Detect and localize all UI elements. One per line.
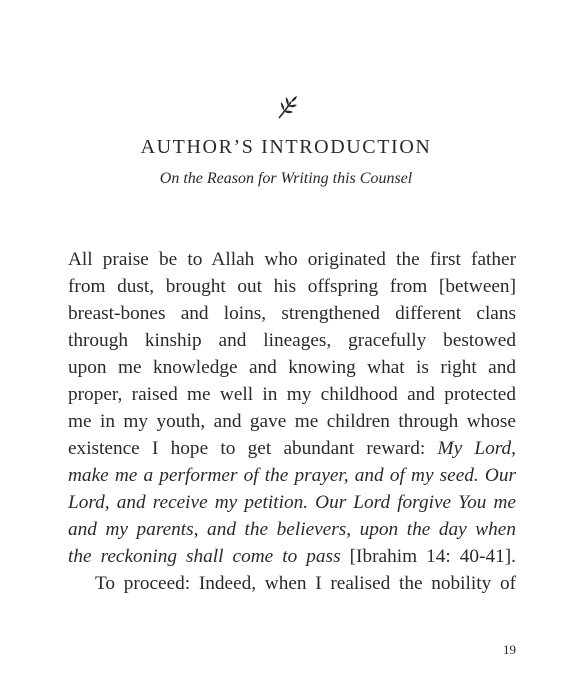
text-segment: existence I hope to get abundant reward: xyxy=(68,438,438,459)
quran-quote-segment: the reckoning shall come to pass xyxy=(68,546,341,567)
text-line: upon me knowledge and knowing what is right and xyxy=(68,357,516,378)
quran-quote-line: and my parents, and the believers, upon the day when xyxy=(68,519,516,540)
text-line xyxy=(68,543,516,570)
leaf-sprig-icon xyxy=(276,96,298,120)
text-line: me in my youth, and gave me children through whose xyxy=(68,411,516,432)
text-line xyxy=(68,435,516,462)
chapter-subtitle: On the Reason for Writing this Counsel xyxy=(159,170,413,187)
citation: [Ibrahim 14: 40-41]. xyxy=(340,546,516,567)
quran-quote-segment: My Lord, xyxy=(437,438,516,459)
page-number: 19 xyxy=(503,642,516,657)
quran-quote-line: Lord, and receive my petition. Our Lord forgive You me xyxy=(68,492,516,513)
quran-quote-line: make me a performer of the prayer, and of my seed. Our xyxy=(68,465,516,486)
text-line: To proceed: Indeed, when I realised the nobility of xyxy=(95,573,516,594)
chapter-title: AUTHOR’S INTRODUCTION xyxy=(140,136,432,158)
body-text xyxy=(68,246,516,597)
text-line: proper, raised me well in my childhood and protected xyxy=(68,384,516,405)
text-line: All praise be to Allah who originated the first father xyxy=(68,249,516,270)
text-line: from dust, brought out his offspring from [between] xyxy=(68,276,516,297)
text-line: breast-bones and loins, strengthened different clans xyxy=(68,303,516,324)
text-line: through kinship and lineages, gracefully bestowed xyxy=(68,330,516,351)
